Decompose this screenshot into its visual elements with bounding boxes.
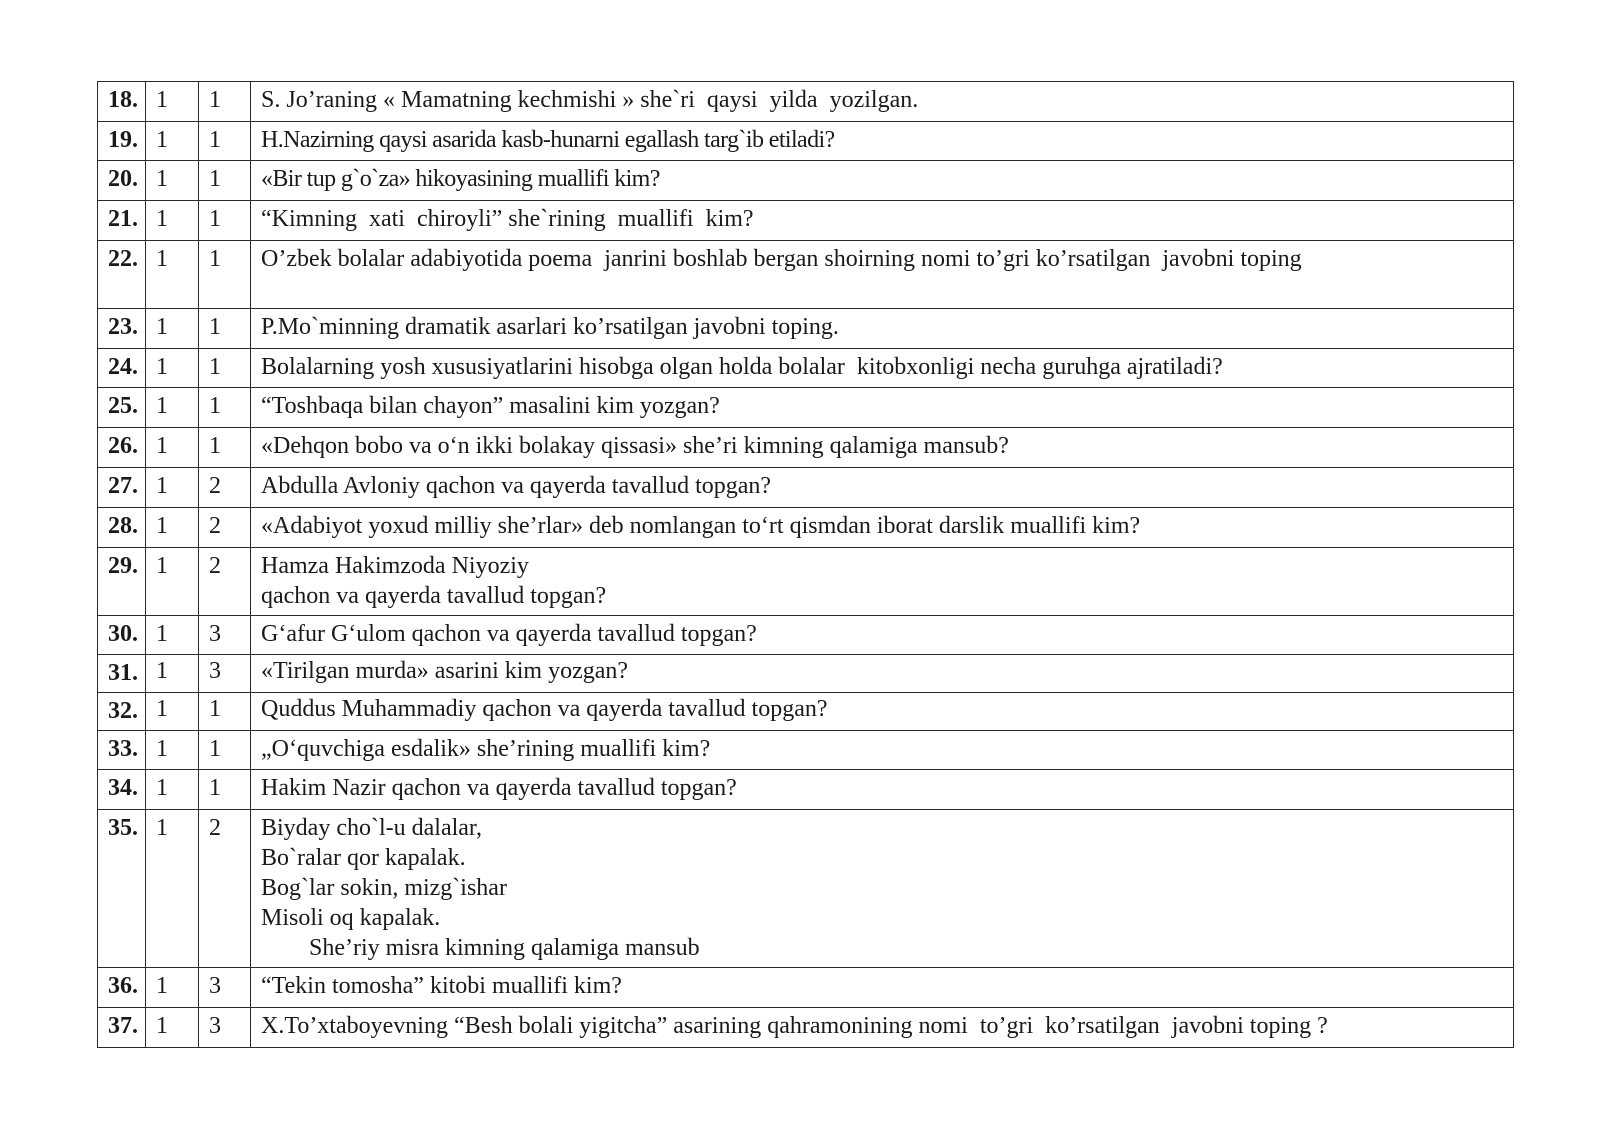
question-difficulty: 3 xyxy=(199,616,251,655)
table-row xyxy=(98,428,1514,468)
question-level: 1 xyxy=(146,810,199,968)
table-row xyxy=(98,468,1514,508)
question-level: 1 xyxy=(146,349,199,388)
question-number: 20. xyxy=(98,161,146,201)
question-number: 24. xyxy=(98,349,146,388)
question-difficulty: 1 xyxy=(199,428,251,468)
question-number: 18. xyxy=(98,82,146,122)
question-difficulty: 2 xyxy=(199,548,251,616)
table-row xyxy=(98,122,1514,161)
table-row xyxy=(98,201,1514,241)
question-number: 30. xyxy=(98,616,146,655)
question-difficulty: 1 xyxy=(199,388,251,428)
question-level: 1 xyxy=(146,122,199,161)
question-level: 1 xyxy=(146,161,199,201)
question-text: Bolalarning yosh xususiyatlarini hisobga olgan holda bolalar kitobxonligi necha guruhga ajratiladi? xyxy=(251,349,1514,388)
question-text: «Bir tup g`o`za» hikoyasining muallifi kim? xyxy=(251,161,1514,201)
question-difficulty: 1 xyxy=(199,309,251,349)
question-level: 1 xyxy=(146,548,199,616)
table-row xyxy=(98,82,1514,122)
question-text: “Tekin tomosha” kitobi muallifi kim? xyxy=(251,968,1514,1008)
question-level: 1 xyxy=(146,1008,199,1048)
question-level: 1 xyxy=(146,731,199,770)
table-row xyxy=(98,731,1514,770)
question-level: 1 xyxy=(146,655,199,693)
question-number: 35. xyxy=(98,810,146,968)
question-text: G‘afur G‘ulom qachon va qayerda tavallud topgan? xyxy=(251,616,1514,655)
question-number: 19. xyxy=(98,122,146,161)
question-level: 1 xyxy=(146,770,199,810)
question-level: 1 xyxy=(146,309,199,349)
question-number: 26. xyxy=(98,428,146,468)
question-level: 1 xyxy=(146,428,199,468)
table-row xyxy=(98,241,1514,309)
table-row xyxy=(98,508,1514,548)
question-number: 22. xyxy=(98,241,146,309)
question-number: 36. xyxy=(98,968,146,1008)
table-row xyxy=(98,968,1514,1008)
question-level: 1 xyxy=(146,82,199,122)
table-row xyxy=(98,693,1514,731)
table-row xyxy=(98,388,1514,428)
question-number: 31. xyxy=(98,655,146,693)
question-number: 29. xyxy=(98,548,146,616)
question-difficulty: 1 xyxy=(199,201,251,241)
question-difficulty: 1 xyxy=(199,770,251,810)
question-number: 32. xyxy=(98,693,146,731)
table-row xyxy=(98,349,1514,388)
table-row xyxy=(98,770,1514,810)
questions-table xyxy=(97,81,1514,1048)
question-number: 28. xyxy=(98,508,146,548)
question-difficulty: 1 xyxy=(199,241,251,309)
question-number: 33. xyxy=(98,731,146,770)
question-number: 25. xyxy=(98,388,146,428)
question-difficulty: 2 xyxy=(199,468,251,508)
question-level: 1 xyxy=(146,508,199,548)
question-difficulty: 1 xyxy=(199,161,251,201)
question-text: «Adabiyot yoxud milliy she’rlar» deb nomlangan to‘rt qismdan iborat darslik muallifi kim? xyxy=(251,508,1514,548)
question-text: Hamza Hakimzoda Niyoziy qachon va qayerda tavallud topgan? xyxy=(251,548,1514,616)
question-text: «Dehqon bobo va o‘n ikki bolakay qissasi» she’ri kimning qalamiga mansub? xyxy=(251,428,1514,468)
question-text: «Tirilgan murda» asarini kim yozgan? xyxy=(251,655,1514,693)
question-difficulty: 2 xyxy=(199,508,251,548)
table-row xyxy=(98,810,1514,968)
question-difficulty: 3 xyxy=(199,968,251,1008)
question-difficulty: 1 xyxy=(199,82,251,122)
question-text: „O‘quvchiga esdalik» she’rining muallifi kim? xyxy=(251,731,1514,770)
question-text: Quddus Muhammadiy qachon va qayerda tavallud topgan? xyxy=(251,693,1514,731)
table-row xyxy=(98,655,1514,693)
table-row xyxy=(98,616,1514,655)
question-level: 1 xyxy=(146,388,199,428)
question-level: 1 xyxy=(146,468,199,508)
question-level: 1 xyxy=(146,693,199,731)
question-text: X.To’xtaboyevning “Besh bolali yigitcha” asarining qahramonining nomi to’gri ko’rsatilgan javobni toping ? xyxy=(251,1008,1514,1048)
question-level: 1 xyxy=(146,241,199,309)
question-text: Abdulla Avloniy qachon va qayerda tavallud topgan? xyxy=(251,468,1514,508)
question-text: H.Nazirning qaysi asarida kasb-hunarni egallash targ`ib etiladi? xyxy=(251,122,1514,161)
question-number: 23. xyxy=(98,309,146,349)
question-level: 1 xyxy=(146,616,199,655)
question-difficulty: 1 xyxy=(199,731,251,770)
table-row xyxy=(98,309,1514,349)
question-difficulty: 1 xyxy=(199,349,251,388)
table-row xyxy=(98,1008,1514,1048)
table-row xyxy=(98,161,1514,201)
question-number: 27. xyxy=(98,468,146,508)
question-difficulty: 3 xyxy=(199,655,251,693)
table-row xyxy=(98,548,1514,616)
question-text: Hakim Nazir qachon va qayerda tavallud topgan? xyxy=(251,770,1514,810)
question-text: “Kimning xati chiroyli” she`rining muallifi kim? xyxy=(251,201,1514,241)
question-level: 1 xyxy=(146,201,199,241)
question-difficulty: 1 xyxy=(199,122,251,161)
question-difficulty: 3 xyxy=(199,1008,251,1048)
question-text: “Toshbaqa bilan chayon” masalini kim yozgan? xyxy=(251,388,1514,428)
question-number: 21. xyxy=(98,201,146,241)
question-text: S. Jo’raning « Mamatning kechmishi » she`ri qaysi yilda yozilgan. xyxy=(251,82,1514,122)
question-level: 1 xyxy=(146,968,199,1008)
question-difficulty: 2 xyxy=(199,810,251,968)
question-difficulty: 1 xyxy=(199,693,251,731)
question-number: 34. xyxy=(98,770,146,810)
question-text: Biyday cho`l-u dalalar, Bo`ralar qor kapalak. Bog`lar sokin, mizg`ishar Misoli oq kapalak. She’riy misra kimning qalamiga mansub xyxy=(251,810,1514,968)
question-text: P.Mo`minning dramatik asarlari ko’rsatilgan javobni toping. xyxy=(251,309,1514,349)
question-text: O’zbek bolalar adabiyotida poema janrini boshlab bergan shoirning nomi to’gri ko’rsatilgan javobni toping xyxy=(251,241,1514,309)
question-number: 37. xyxy=(98,1008,146,1048)
